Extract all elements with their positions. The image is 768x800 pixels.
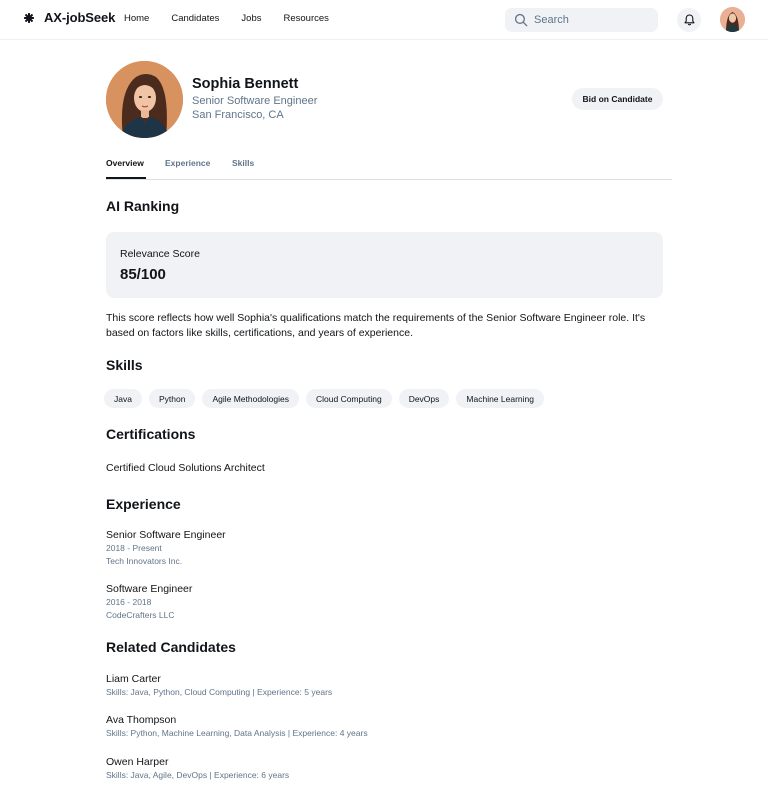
tab-skills[interactable]: Skills (232, 158, 255, 168)
candidate-location: San Francisco, CA (192, 109, 284, 121)
certification-item: Certified Cloud Solutions Architect (106, 462, 265, 474)
search-box[interactable] (505, 8, 658, 32)
main-nav (124, 13, 351, 24)
experience-company: Tech Innovators Inc. (106, 556, 183, 566)
tab-overview[interactable]: Overview (106, 158, 144, 168)
search-input[interactable] (534, 14, 644, 26)
skill-chip[interactable]: Java (104, 389, 142, 408)
skills-heading: Skills (106, 357, 143, 373)
related-candidate-name[interactable]: Owen Harper (106, 756, 169, 768)
candidate-name: Sophia Bennett (192, 76, 299, 92)
tab-experience[interactable]: Experience (165, 158, 211, 168)
bid-on-candidate-button[interactable]: Bid on Candidate (572, 88, 663, 110)
nav-item-jobs[interactable]: Jobs (241, 13, 262, 24)
nav-item-candidates[interactable]: Candidates (171, 13, 220, 24)
related-candidate-details: Skills: Java, Agile, DevOps | Experience: 6 years (106, 770, 290, 780)
ai-ranking-heading: AI Ranking (106, 198, 180, 214)
skill-chip[interactable]: Machine Learning (456, 389, 544, 408)
profile-photo (106, 61, 183, 138)
related-candidate-name[interactable]: Liam Carter (106, 673, 161, 685)
bell-icon (684, 14, 695, 26)
experience-period: 2016 - 2018 (106, 597, 152, 607)
related-candidates-heading: Related Candidates (106, 639, 236, 655)
candidate-title: Senior Software Engineer (192, 95, 318, 107)
related-candidate-name[interactable]: Ava Thompson (106, 714, 177, 726)
app-name: AX-jobSeek (44, 10, 116, 25)
app-logo[interactable] (24, 10, 115, 25)
certifications-heading: Certifications (106, 426, 196, 442)
user-avatar-image (720, 7, 745, 32)
profile-tabs (106, 150, 672, 180)
related-candidate-details: Skills: Python, Machine Learning, Data Analysis | Experience: 4 years (106, 728, 368, 738)
score-value: 85/100 (120, 266, 166, 283)
profile-photo-image (106, 61, 183, 138)
score-description: This score reflects how well Sophia's qualifications match the requirements of the Senior Software Engineer role. It's based on factors like skills, certifications, and years of experience. (106, 312, 646, 339)
experience-heading: Experience (106, 496, 181, 512)
relevance-score-card (106, 232, 663, 298)
notifications-button[interactable] (677, 8, 701, 32)
nav-item-home[interactable]: Home (124, 13, 150, 24)
skill-chip[interactable]: Cloud Computing (306, 389, 392, 408)
user-avatar[interactable] (720, 7, 745, 32)
score-label: Relevance Score (120, 248, 200, 260)
related-candidate-details: Skills: Java, Python, Cloud Computing | Experience: 5 years (106, 687, 333, 697)
experience-company: CodeCrafters LLC (106, 610, 175, 620)
experience-title: Senior Software Engineer (106, 529, 226, 541)
search-icon (514, 13, 528, 27)
top-navigation-bar (0, 0, 768, 40)
skill-chip[interactable]: Python (149, 389, 195, 408)
skill-chip[interactable]: Agile Methodologies (202, 389, 299, 408)
experience-period: 2018 - Present (106, 543, 162, 553)
skill-chip[interactable]: DevOps (399, 389, 450, 408)
skills-list (104, 389, 551, 408)
nav-item-resources[interactable]: Resources (283, 13, 329, 24)
experience-title: Software Engineer (106, 583, 193, 595)
active-tab-indicator (106, 177, 146, 179)
asterisk-icon (24, 13, 34, 23)
